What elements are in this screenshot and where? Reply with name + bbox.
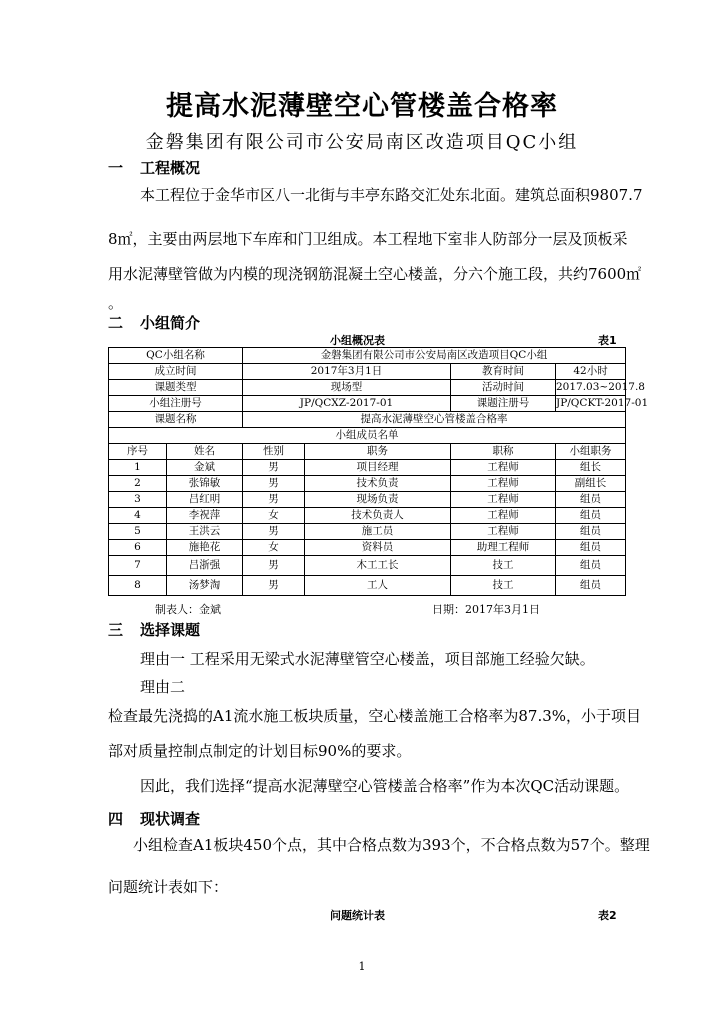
cell-role: 组员 xyxy=(556,508,626,524)
table-row xyxy=(109,364,626,380)
label-cell: 课题类型 xyxy=(109,380,243,396)
table-row xyxy=(109,396,626,412)
table-1-number: 表1 xyxy=(598,334,617,347)
column-header: 姓名 xyxy=(167,444,243,460)
paragraph-line: 问题统计表如下： xyxy=(108,878,229,896)
value-cell: 2017年3月1日 xyxy=(243,364,451,380)
table-maker: 制表人：金斌 xyxy=(155,603,221,616)
paragraph-line: 用水泥薄壁管做为内模的现浇钢筋混凝土空心楼盖，分六个施工段，共约7600㎡ xyxy=(108,265,642,283)
table-header-row xyxy=(109,444,626,460)
column-header: 职称 xyxy=(451,444,556,460)
cell-name: 吕浙强 xyxy=(167,556,243,576)
table-row xyxy=(109,428,626,444)
section-number: 一 xyxy=(108,159,124,177)
cell-gender: 男 xyxy=(243,476,305,492)
document-title: 提高水泥薄壁空心管楼盖合格率 xyxy=(166,91,558,122)
cell-title: 工程师 xyxy=(451,460,556,476)
section-number: 三 xyxy=(108,621,124,639)
cell-duty: 技术负责人 xyxy=(305,508,451,524)
table-row xyxy=(109,348,626,364)
section-number: 二 xyxy=(108,314,124,332)
table-row xyxy=(109,540,626,556)
table-row xyxy=(109,556,626,576)
cell-role: 副组长 xyxy=(556,476,626,492)
cell-duty: 木工工长 xyxy=(305,556,451,576)
cell-name: 金斌 xyxy=(167,460,243,476)
column-header: 序号 xyxy=(109,444,167,460)
table-row xyxy=(109,460,626,476)
value-cell: JP/QCKT-2017-01 xyxy=(556,396,626,412)
cell-role: 组员 xyxy=(556,492,626,508)
label-cell: 成立时间 xyxy=(109,364,243,380)
section-number: 四 xyxy=(108,810,124,828)
section-1-heading xyxy=(108,157,200,178)
label-cell: QC小组名称 xyxy=(109,348,243,364)
value-cell: 2017.03~2017.8 xyxy=(556,380,626,396)
label-cell: 小组注册号 xyxy=(109,396,243,412)
cell-duty: 项目经理 xyxy=(305,460,451,476)
cell-duty: 工人 xyxy=(305,576,451,596)
cell-duty: 资料员 xyxy=(305,540,451,556)
cell-no: 4 xyxy=(109,508,167,524)
table-row xyxy=(109,412,626,428)
paragraph-line: 本工程位于金华市区八一北街与丰亭东路交汇处东北面。建筑总面积9807.7 xyxy=(140,186,643,204)
cell-title: 工程师 xyxy=(451,476,556,492)
cell-no: 6 xyxy=(109,540,167,556)
cell-title: 工程师 xyxy=(451,508,556,524)
cell-gender: 男 xyxy=(243,576,305,596)
table-2-number: 表2 xyxy=(598,909,617,922)
cell-title: 技工 xyxy=(451,556,556,576)
cell-gender: 男 xyxy=(243,556,305,576)
label-cell: 活动时间 xyxy=(451,380,556,396)
column-header: 性别 xyxy=(243,444,305,460)
label-cell: 教育时间 xyxy=(451,364,556,380)
cell-name: 王洪云 xyxy=(167,524,243,540)
table-1-title: 小组概况表 xyxy=(330,334,385,347)
column-header: 小组职务 xyxy=(556,444,626,460)
document-subtitle: 金磐集团有限公司市公安局南区改造项目QC小组 xyxy=(145,132,579,153)
section-title: 选择课题 xyxy=(140,621,201,639)
cell-name: 施艳花 xyxy=(167,540,243,556)
cell-no: 5 xyxy=(109,524,167,540)
group-overview-table xyxy=(108,347,649,596)
section-2-heading xyxy=(108,312,200,333)
cell-name: 吕红明 xyxy=(167,492,243,508)
label-cell: 课题注册号 xyxy=(451,396,556,412)
cell-role: 组员 xyxy=(556,540,626,556)
value-cell: 金磐集团有限公司市公安局南区改造项目QC小组 xyxy=(243,348,626,364)
column-header: 职务 xyxy=(305,444,451,460)
cell-duty: 施工员 xyxy=(305,524,451,540)
table-row xyxy=(109,524,626,540)
section-3-heading xyxy=(108,619,200,640)
cell-gender: 女 xyxy=(243,540,305,556)
paragraph-line: 8㎡，主要由两层地下车库和门卫组成。本工程地下室非人防部分一层及顶板采 xyxy=(108,230,628,248)
paragraph-line: 小组检查A1板块450个点，其中合格点数为393个，不合格点数为57个。整理 xyxy=(133,836,650,854)
table-row xyxy=(109,508,626,524)
value-cell: 42小时 xyxy=(556,364,626,380)
value-cell: 提高水泥薄壁空心管楼盖合格率 xyxy=(243,412,626,428)
cell-role: 组员 xyxy=(556,556,626,576)
label-cell: 课题名称 xyxy=(109,412,243,428)
paragraph-line: 。 xyxy=(108,294,124,312)
cell-role: 组长 xyxy=(556,460,626,476)
reason-1: 理由一 工程采用无梁式水泥薄壁管空心楼盖，项目部施工经验欠缺。 xyxy=(140,650,595,668)
cell-gender: 男 xyxy=(243,492,305,508)
value-cell: JP/QCXZ-2017-01 xyxy=(243,396,451,412)
cell-no: 7 xyxy=(109,556,167,576)
table-date: 日期：2017年3月1日 xyxy=(432,603,540,616)
cell-title: 技工 xyxy=(451,576,556,596)
cell-no: 1 xyxy=(109,460,167,476)
table-row xyxy=(109,380,626,396)
cell-title: 工程师 xyxy=(451,524,556,540)
table-row xyxy=(109,492,626,508)
cell-name: 汤梦淘 xyxy=(167,576,243,596)
cell-no: 8 xyxy=(109,576,167,596)
cell-title: 工程师 xyxy=(451,492,556,508)
section-title: 工程概况 xyxy=(140,159,201,177)
cell-no: 2 xyxy=(109,476,167,492)
value-cell: 现场型 xyxy=(243,380,451,396)
cell-duty: 现场负责 xyxy=(305,492,451,508)
reason-2-label: 理由二 xyxy=(140,678,186,696)
conclusion: 因此，我们选择“提高水泥薄壁空心管楼盖合格率”作为本次QC活动课题。 xyxy=(140,777,630,795)
paragraph-line: 检查最先浇捣的A1流水施工板块质量，空心楼盖施工合格率为87.3%，小于项目 xyxy=(108,707,642,725)
cell-role: 组员 xyxy=(556,524,626,540)
paragraph-line: 部对质量控制点制定的计划目标90%的要求。 xyxy=(108,742,412,760)
section-4-heading xyxy=(108,808,200,829)
cell-title: 助理工程师 xyxy=(451,540,556,556)
cell-gender: 男 xyxy=(243,524,305,540)
cell-name: 李祝萍 xyxy=(167,508,243,524)
section-title: 小组简介 xyxy=(140,314,201,332)
cell-role: 组员 xyxy=(556,576,626,596)
page-number: 1 xyxy=(358,960,366,973)
cell-gender: 男 xyxy=(243,460,305,476)
cell-duty: 技术负责 xyxy=(305,476,451,492)
table-2-title: 问题统计表 xyxy=(330,909,385,922)
cell-gender: 女 xyxy=(243,508,305,524)
table-row xyxy=(109,476,626,492)
cell-no: 3 xyxy=(109,492,167,508)
section-title: 现状调查 xyxy=(140,810,201,828)
cell-name: 张锦敏 xyxy=(167,476,243,492)
members-caption: 小组成员名单 xyxy=(109,428,626,444)
table-row xyxy=(109,576,626,596)
